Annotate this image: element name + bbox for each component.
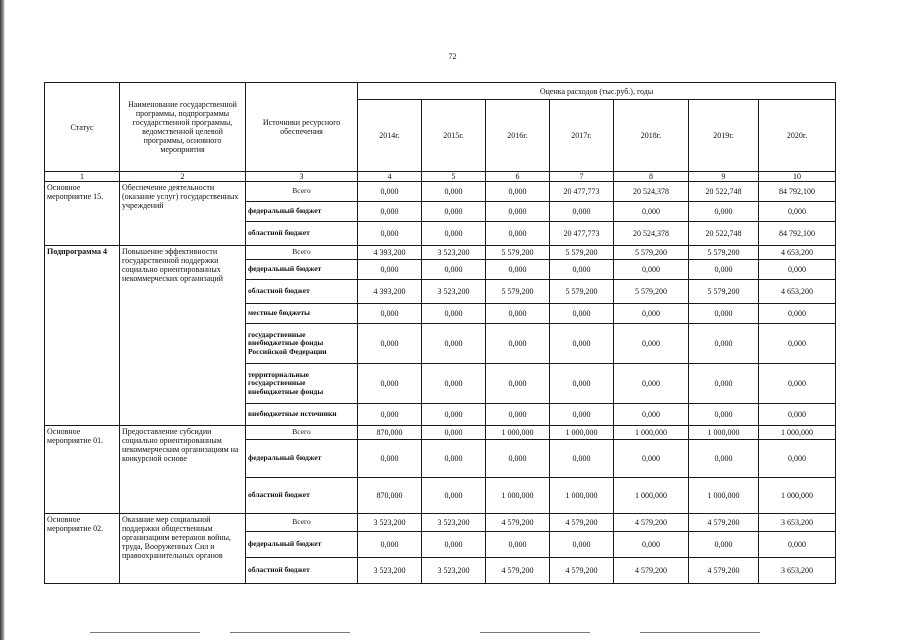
value-cell: 3 523,200: [422, 514, 486, 532]
value-cell: 0,000: [614, 304, 689, 324]
value-cell: 1 000,000: [689, 478, 759, 514]
value-cell: 0,000: [358, 532, 422, 558]
header-estimate: Оценка расходов (тыс.руб.), годы: [358, 83, 836, 100]
value-cell: 0,000: [689, 260, 759, 280]
value-cell: 0,000: [422, 260, 486, 280]
value-cell: 4 579,200: [614, 514, 689, 532]
value-cell: 84 792,100: [759, 182, 836, 202]
value-cell: 0,000: [358, 304, 422, 324]
value-cell: 0,000: [550, 440, 614, 478]
status-cell: Подпрограмма 4: [45, 246, 120, 426]
header-year: 2018г.: [614, 100, 689, 172]
value-cell: 0,000: [358, 222, 422, 246]
value-cell: 1 000,000: [550, 478, 614, 514]
value-cell: 5 579,200: [689, 246, 759, 260]
value-cell: 0,000: [358, 364, 422, 404]
funding-source-cell: Всего: [246, 246, 358, 260]
value-cell: 0,000: [486, 260, 550, 280]
header-name: Наименование государственной программы, подпрограммы государственной программы, ведомственной целевой программы, основного мероприятия: [120, 83, 246, 172]
value-cell: 0,000: [759, 324, 836, 364]
page-number: 72: [448, 52, 457, 61]
value-cell: 0,000: [486, 222, 550, 246]
table-row: [45, 514, 836, 532]
value-cell: 0,000: [422, 532, 486, 558]
value-cell: 0,000: [550, 304, 614, 324]
value-cell: 5 579,200: [689, 280, 759, 304]
scan-artifact-line: [90, 632, 200, 633]
value-cell: 0,000: [486, 202, 550, 222]
value-cell: 0,000: [422, 304, 486, 324]
column-number: 6: [486, 172, 550, 182]
value-cell: 3 523,200: [422, 246, 486, 260]
value-cell: 0,000: [614, 532, 689, 558]
value-cell: 0,000: [614, 260, 689, 280]
value-cell: 0,000: [486, 324, 550, 364]
value-cell: 0,000: [689, 532, 759, 558]
value-cell: 3 523,200: [358, 558, 422, 584]
funding-source-cell: Всего: [246, 514, 358, 532]
value-cell: 0,000: [689, 324, 759, 364]
scan-artifact-line: [640, 632, 760, 633]
value-cell: 0,000: [486, 440, 550, 478]
value-cell: 0,000: [486, 364, 550, 404]
value-cell: 0,000: [422, 202, 486, 222]
budget-table: [44, 82, 836, 584]
value-cell: 0,000: [759, 532, 836, 558]
value-cell: 0,000: [358, 202, 422, 222]
funding-source-cell: федеральный бюджет: [246, 202, 358, 222]
status-cell: Основное мероприятие 01.: [45, 426, 120, 514]
value-cell: 5 579,200: [550, 246, 614, 260]
value-cell: 0,000: [689, 304, 759, 324]
value-cell: 870,000: [358, 426, 422, 440]
header-year: 2020г.: [759, 100, 836, 172]
funding-source-cell: внебюджетные источники: [246, 404, 358, 426]
value-cell: 20 524,378: [614, 222, 689, 246]
value-cell: 84 792,100: [759, 222, 836, 246]
value-cell: 0,000: [759, 404, 836, 426]
value-cell: 0,000: [422, 364, 486, 404]
header-year: 2016г.: [486, 100, 550, 172]
header-status: Статус: [45, 83, 120, 172]
value-cell: 4 579,200: [689, 514, 759, 532]
value-cell: 0,000: [689, 404, 759, 426]
funding-source-cell: государственные внебюджетные фонды Российской Федерации: [246, 324, 358, 364]
value-cell: 0,000: [614, 324, 689, 364]
value-cell: 1 000,000: [689, 426, 759, 440]
value-cell: 0,000: [550, 260, 614, 280]
table-row: [45, 426, 836, 440]
funding-source-cell: федеральный бюджет: [246, 532, 358, 558]
header-sources: Источники ресурсного обеспечения: [246, 83, 358, 172]
value-cell: 0,000: [422, 478, 486, 514]
value-cell: 0,000: [486, 404, 550, 426]
program-name-cell: Повышение эффективности государственной поддержки социально ориентированных некоммерческих организаций: [120, 246, 246, 426]
funding-source-cell: Всего: [246, 182, 358, 202]
value-cell: 870,000: [358, 478, 422, 514]
value-cell: 20 522,748: [689, 222, 759, 246]
value-cell: 5 579,200: [614, 280, 689, 304]
column-number: 9: [689, 172, 759, 182]
value-cell: 5 579,200: [550, 280, 614, 304]
value-cell: 0,000: [689, 364, 759, 404]
value-cell: 4 653,200: [759, 246, 836, 260]
value-cell: 4 393,200: [358, 280, 422, 304]
value-cell: 1 000,000: [759, 478, 836, 514]
scan-artifact-line: [480, 632, 590, 633]
value-cell: 0,000: [358, 440, 422, 478]
program-name-cell: Обеспечение деятельности (оказание услуг) государственных учреждений: [120, 182, 246, 246]
value-cell: 0,000: [550, 364, 614, 404]
value-cell: 0,000: [358, 324, 422, 364]
column-number: 3: [246, 172, 358, 182]
value-cell: 5 579,200: [486, 280, 550, 304]
value-cell: 1 000,000: [614, 426, 689, 440]
value-cell: 4 579,200: [550, 558, 614, 584]
value-cell: 0,000: [422, 324, 486, 364]
column-number: 7: [550, 172, 614, 182]
value-cell: 0,000: [614, 440, 689, 478]
value-cell: 3 653,200: [759, 558, 836, 584]
table-row: [45, 246, 836, 260]
program-name-cell: Предоставление субсидии социально ориентированным некоммерческим организациям на конкурсной основе: [120, 426, 246, 514]
value-cell: 0,000: [486, 304, 550, 324]
value-cell: 3 523,200: [422, 280, 486, 304]
value-cell: 0,000: [422, 404, 486, 426]
program-name-cell: Оказание мер социальной поддержки общественным организациям ветеранов войны, труда, Вооруженных Сил и правоохранительных органов: [120, 514, 246, 584]
scan-artifact-line: [230, 632, 350, 633]
value-cell: 0,000: [614, 202, 689, 222]
value-cell: 0,000: [759, 202, 836, 222]
funding-source-cell: областной бюджет: [246, 280, 358, 304]
value-cell: 0,000: [422, 426, 486, 440]
value-cell: 4 579,200: [486, 558, 550, 584]
value-cell: 0,000: [358, 182, 422, 202]
value-cell: 20 477,773: [550, 182, 614, 202]
value-cell: 0,000: [422, 440, 486, 478]
header-year: 2015г.: [422, 100, 486, 172]
value-cell: 0,000: [759, 440, 836, 478]
column-number: 2: [120, 172, 246, 182]
table-row: [45, 182, 836, 202]
header-year: 2019г.: [689, 100, 759, 172]
value-cell: 4 653,200: [759, 280, 836, 304]
funding-source-cell: областной бюджет: [246, 478, 358, 514]
value-cell: 4 393,200: [358, 246, 422, 260]
column-number: 8: [614, 172, 689, 182]
funding-source-cell: местные бюджеты: [246, 304, 358, 324]
value-cell: 0,000: [550, 532, 614, 558]
value-cell: 0,000: [550, 404, 614, 426]
funding-source-cell: Всего: [246, 426, 358, 440]
value-cell: 0,000: [759, 364, 836, 404]
value-cell: 0,000: [759, 304, 836, 324]
value-cell: 1 000,000: [486, 478, 550, 514]
value-cell: 1 000,000: [759, 426, 836, 440]
status-cell: Основное мероприятие 15.: [45, 182, 120, 246]
header-year: 2017г.: [550, 100, 614, 172]
value-cell: 20 522,748: [689, 182, 759, 202]
value-cell: 0,000: [614, 364, 689, 404]
header-year: 2014г.: [358, 100, 422, 172]
value-cell: 5 579,200: [614, 246, 689, 260]
scan-edge: [0, 0, 5, 640]
value-cell: 20 524,378: [614, 182, 689, 202]
value-cell: 0,000: [486, 532, 550, 558]
value-cell: 0,000: [550, 202, 614, 222]
funding-source-cell: территориальные государственные внебюджетные фонды: [246, 364, 358, 404]
value-cell: 0,000: [614, 404, 689, 426]
value-cell: 1 000,000: [486, 426, 550, 440]
value-cell: 1 000,000: [550, 426, 614, 440]
value-cell: 0,000: [422, 222, 486, 246]
value-cell: 0,000: [689, 440, 759, 478]
column-number: 1: [45, 172, 120, 182]
value-cell: 0,000: [689, 202, 759, 222]
value-cell: 4 579,200: [614, 558, 689, 584]
value-cell: 3 523,200: [422, 558, 486, 584]
value-cell: 4 579,200: [486, 514, 550, 532]
funding-source-cell: областной бюджет: [246, 222, 358, 246]
value-cell: 0,000: [358, 260, 422, 280]
value-cell: 4 579,200: [550, 514, 614, 532]
value-cell: 3 653,200: [759, 514, 836, 532]
column-number: 10: [759, 172, 836, 182]
funding-source-cell: областной бюджет: [246, 558, 358, 584]
value-cell: 3 523,200: [358, 514, 422, 532]
value-cell: 0,000: [759, 260, 836, 280]
column-number: 5: [422, 172, 486, 182]
funding-source-cell: федеральный бюджет: [246, 440, 358, 478]
value-cell: 5 579,200: [486, 246, 550, 260]
value-cell: 1 000,000: [614, 478, 689, 514]
funding-source-cell: федеральный бюджет: [246, 260, 358, 280]
value-cell: 4 579,200: [689, 558, 759, 584]
value-cell: 0,000: [422, 182, 486, 202]
value-cell: 0,000: [358, 404, 422, 426]
column-number: 4: [358, 172, 422, 182]
value-cell: 0,000: [550, 324, 614, 364]
value-cell: 0,000: [486, 182, 550, 202]
status-cell: Основное мероприятие 02.: [45, 514, 120, 584]
value-cell: 20 477,773: [550, 222, 614, 246]
